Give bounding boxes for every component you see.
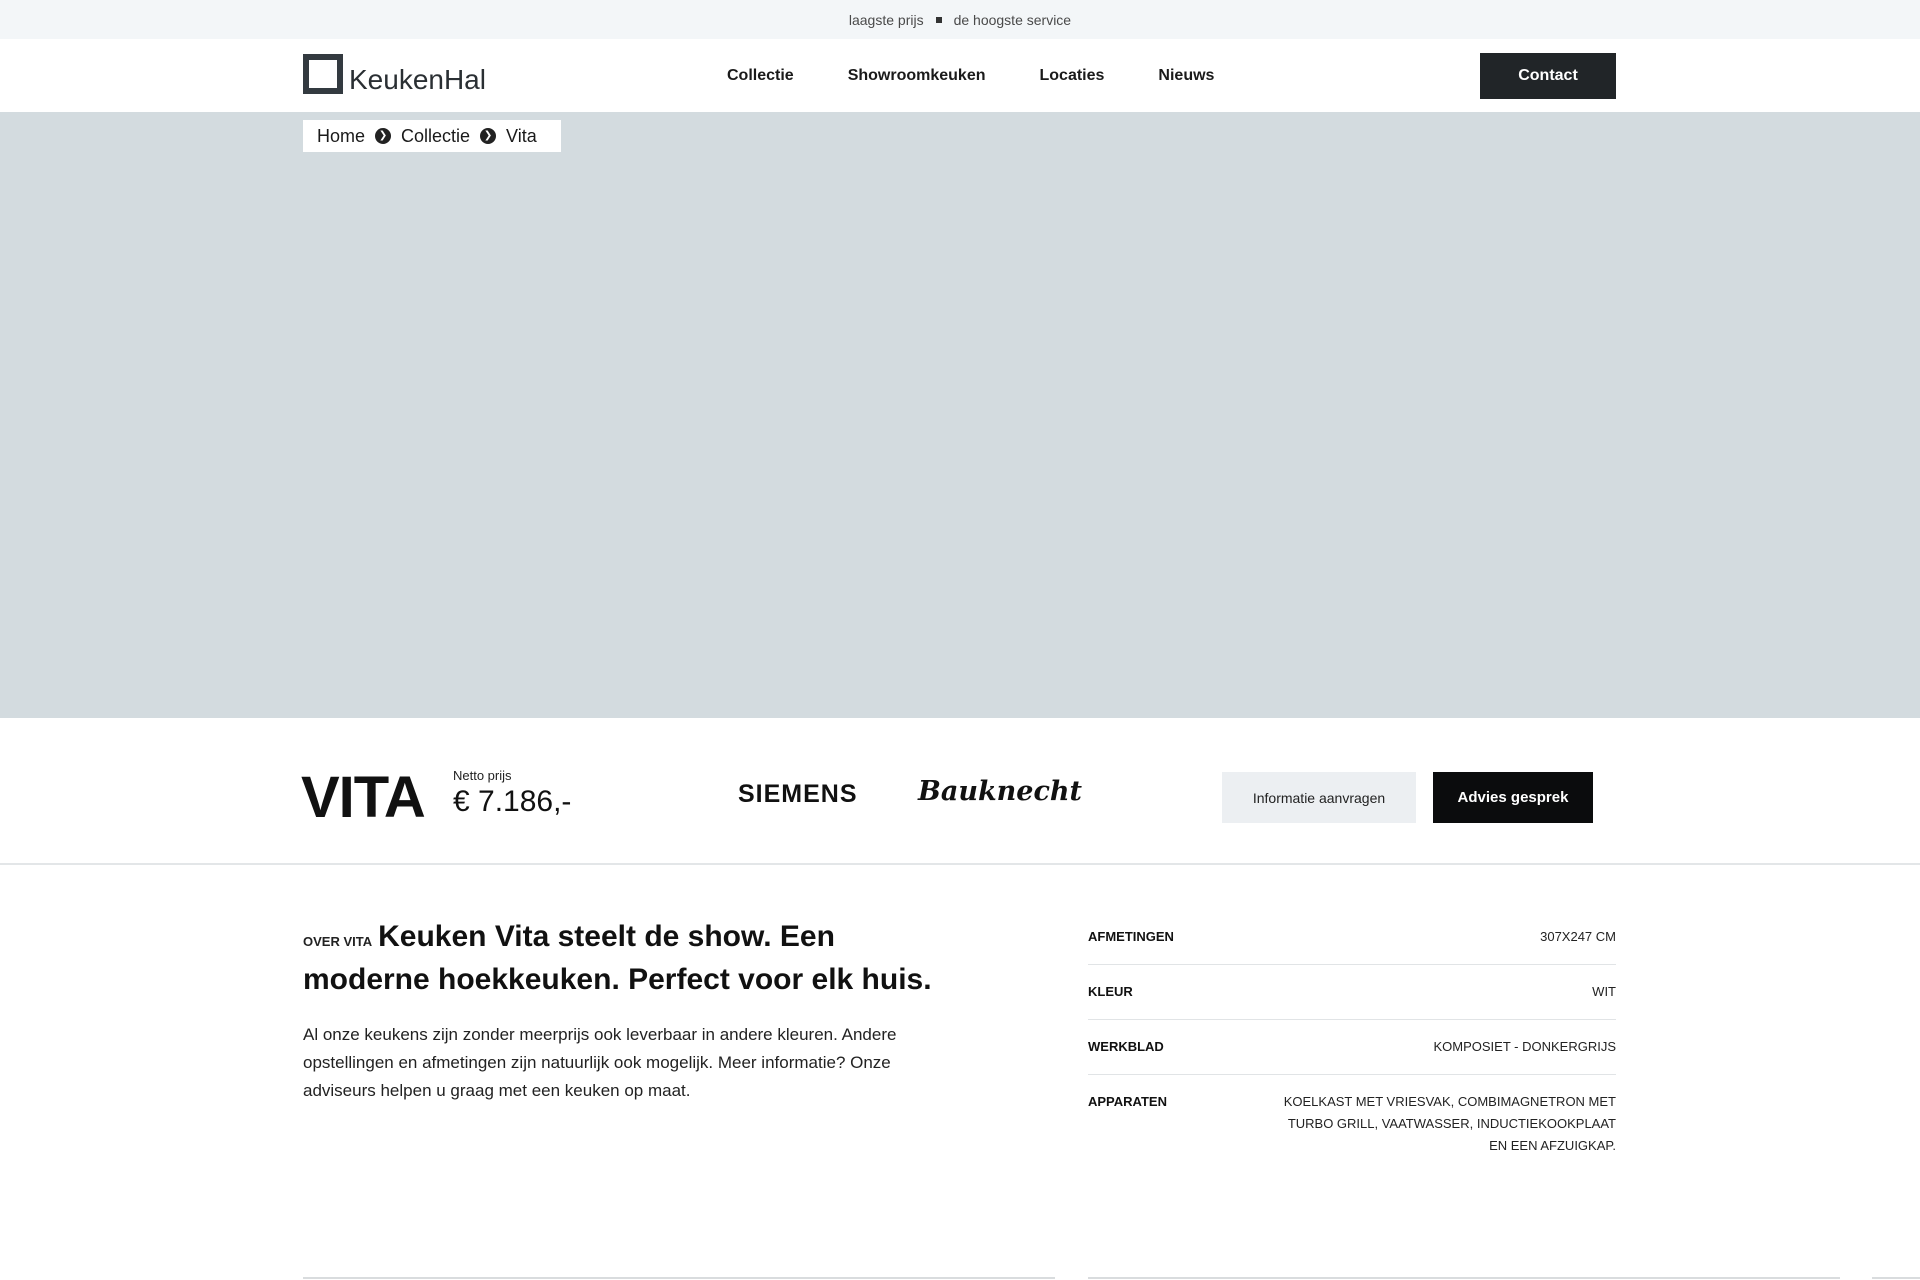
about-kicker: OVER VITA bbox=[303, 934, 373, 949]
spec-value: WIT bbox=[1592, 984, 1616, 999]
breadcrumb-collectie[interactable]: Collectie bbox=[401, 125, 471, 146]
request-info-button[interactable]: Informatie aanvragen bbox=[1222, 772, 1416, 823]
brand-logo-siemens: SIEMENS bbox=[738, 780, 858, 808]
nav-item-locaties[interactable]: Locaties bbox=[1039, 66, 1105, 84]
spec-row bbox=[1088, 1020, 1616, 1075]
spec-value: 307X247 CM bbox=[1540, 929, 1616, 944]
logo-square-icon bbox=[303, 54, 343, 94]
promo-separator bbox=[936, 17, 942, 23]
main-nav bbox=[727, 39, 1268, 112]
chevron-right-icon: ❯ bbox=[375, 128, 391, 144]
card-divider bbox=[1872, 1277, 1920, 1279]
price-label: Netto prijs bbox=[453, 768, 512, 783]
about-section bbox=[303, 918, 963, 1105]
card-divider bbox=[1088, 1277, 1840, 1279]
advice-meeting-button[interactable]: Advies gesprek bbox=[1433, 772, 1593, 823]
promo-text-lowest-price: laagste prijs bbox=[848, 11, 924, 28]
nav-item-collectie[interactable]: Collectie bbox=[727, 66, 794, 84]
spec-row bbox=[1088, 1075, 1616, 1173]
price-value: € 7.186,- bbox=[453, 785, 572, 818]
spec-value: KOELKAST MET VRIESVAK, COMBIMAGNETRON MET TURBO GRILL, VAATWASSER, INDUCTIEKOOKPLAAT EN EEN AFZUIGKAP. bbox=[1283, 1094, 1616, 1153]
breadcrumb bbox=[303, 120, 561, 152]
product-name: VITA bbox=[301, 765, 425, 830]
product-summary-bar bbox=[0, 718, 1920, 865]
price-block bbox=[453, 768, 571, 819]
brand-logo-bauknecht: Bauknecht bbox=[918, 776, 1083, 807]
card-divider bbox=[303, 1277, 1055, 1279]
about-heading: Keuken Vita steelt de show. Een moderne hoekkeuken. Perfect voor elk huis. bbox=[303, 920, 932, 996]
spec-label: WERKBLAD bbox=[1088, 1039, 1164, 1054]
about-body: Al onze keukens zijn zonder meerprijs ook leverbaar in andere kleuren. Andere opstellingen en afmetingen zijn natuurlijk ook mogelijk. Meer informatie? Onze adviseurs helpen u graag met een keuken op maat. bbox=[303, 1025, 897, 1100]
spec-row bbox=[1088, 965, 1616, 1020]
top-promo-bar bbox=[0, 0, 1920, 39]
spec-value: KOMPOSIET - DONKERGRIJS bbox=[1433, 1039, 1616, 1054]
chevron-right-icon: ❯ bbox=[480, 128, 496, 144]
nav-item-showroomkeuken[interactable]: Showroomkeuken bbox=[847, 66, 986, 84]
nav-item-nieuws[interactable]: Nieuws bbox=[1158, 66, 1215, 84]
breadcrumb-current: Vita bbox=[506, 125, 537, 146]
spec-label: APPARATEN bbox=[1088, 1094, 1167, 1109]
breadcrumb-home[interactable]: Home bbox=[317, 125, 366, 146]
hero-image-area bbox=[0, 112, 1920, 718]
promo-text-best-service: de hoogste service bbox=[953, 11, 1072, 28]
spec-label: KLEUR bbox=[1088, 984, 1133, 999]
logo-text: KeukenHal bbox=[349, 64, 486, 95]
spec-table bbox=[1088, 910, 1616, 1173]
about-heading-block bbox=[303, 918, 963, 999]
spec-label: AFMETINGEN bbox=[1088, 929, 1174, 944]
contact-button[interactable]: Contact bbox=[1480, 53, 1616, 99]
spec-row bbox=[1088, 910, 1616, 965]
site-header bbox=[0, 39, 1920, 112]
site-logo[interactable] bbox=[303, 54, 486, 94]
